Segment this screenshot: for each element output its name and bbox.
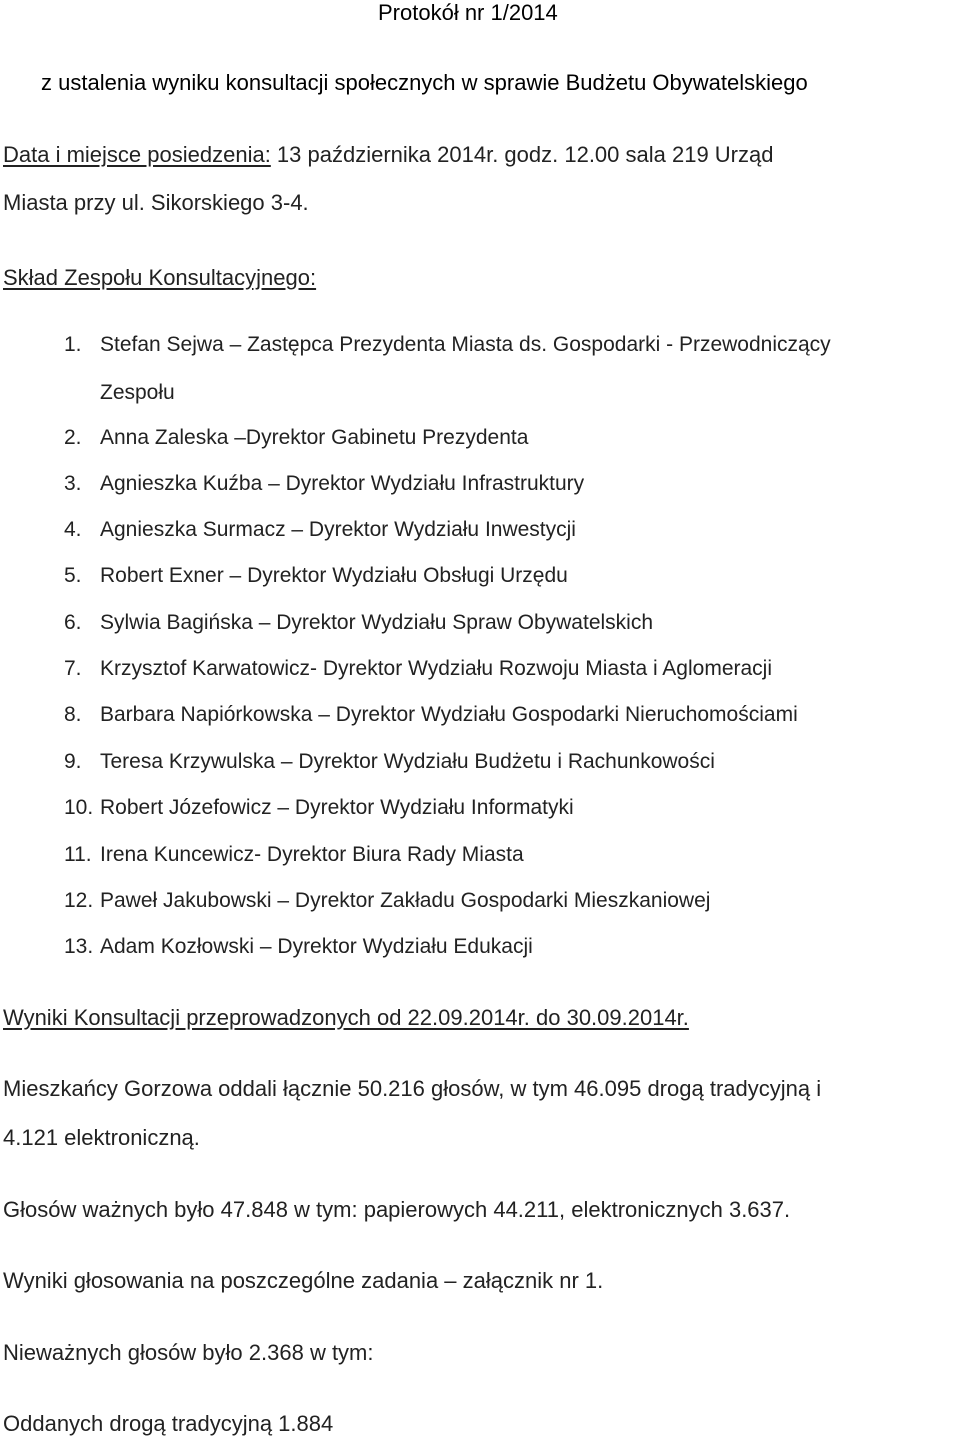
document-title: Protokół nr 1/2014	[378, 0, 558, 25]
meeting-date-line	[3, 142, 773, 168]
meeting-label: Data i miejsce posiedzenia:	[3, 142, 271, 167]
meeting-value-2: Miasta przy ul. Sikorskiego 3-4.	[3, 190, 309, 215]
voting-results: Wyniki głosowania na poszczególne zadania – załącznik nr 1.	[3, 1268, 604, 1293]
results-heading: Wyniki Konsultacji przeprowadzonych od 22.09.2014r. do 30.09.2014r.	[3, 1005, 689, 1030]
votes-total-line-2: 4.121 elektroniczną.	[3, 1125, 200, 1150]
invalid-votes: Nieważnych głosów było 2.368 w tym:	[3, 1340, 374, 1365]
valid-votes: Głosów ważnych było 47.848 w tym: papierowych 44.211, elektronicznych 3.637.	[3, 1197, 791, 1222]
traditional-invalid: Oddanych drogą tradycyjną 1.884	[3, 1411, 334, 1436]
votes-total-line-1: Mieszkańcy Gorzowa oddali łącznie 50.216 głosów, w tym 46.095 drogą tradycyjną i	[3, 1076, 822, 1101]
document-subtitle: z ustalenia wyniku konsultacji społecznych w sprawie Budżetu Obywatelskiego	[41, 70, 808, 95]
document-page: Protokół nr 1/2014 z ustalenia wyniku konsultacji społecznych w sprawie Budżetu Obywatelskiego Data i miejsce posiedzenia: 13 października 2014r. godz. 12.00 sala 219 Urząd Miasta przy ul. Sikorskiego 3-4. Skład Zespołu Konsultacyjnego: 1. Stefan Sejwa – Zastępca Prezydenta Miasta ds. Gospodarki - Przewodniczący Zespołu 2. Anna Zaleska –Dyrektor Gabinetu Prezydenta 3. Agnieszka Kuźba – Dyrektor Wydziału Infrastruktury 4. Agnieszka Surmacz – Dyrektor Wydziału Inwestycji 5. Robert Exner – Dyrektor Wydziału Obsługi Urzędu 6. Sylwia Bagińska – Dyrektor Wydziału Spraw Obywatelskich 7. Krzysztof Karwatowicz- Dyrektor Wydziału Rozwoju Miasta i Aglomeracji 8. Barbara Napiórkowska – Dyrektor Wydziału Gospodarki Nieruchomościami 9. Teresa Krzywulska – Dyrektor Wydziału Budżetu i Rachunkowości 10. Robert Józefowicz – Dyrektor Wydziału Informatyki 11. Irena Kuncewicz- Dyrektor Biura Rady Miasta 12. Paweł Jakubowski – Dyrektor Zakładu Gospodarki Mieszkaniowej 13. Adam Kozłowski – Dyrektor Wydziału Edukacji Wyniki Konsultacji przeprowadzonych od 22.09.2014r. do 30.09.2014r. Mieszkańcy Gorzowa oddali łącznie 50.216 głosów, w tym 46.095 drogą tradycyjną i 4.121 elektroniczną. Głosów ważnych było 47.848 w tym: papierowych 44.211, elektronicznych 3.637. Wyniki głosowania na poszczególne zadania – załącznik nr 1. Nieważnych głosów było 2.368 w tym: Oddanych drogą tradycyjną 1.884	[3, 0, 831, 1436]
meeting-value-1: 13 października 2014r. godz. 12.00 sala 219 Urząd	[270, 142, 774, 167]
team-heading: Skład Zespołu Konsultacyjnego:	[3, 265, 317, 290]
